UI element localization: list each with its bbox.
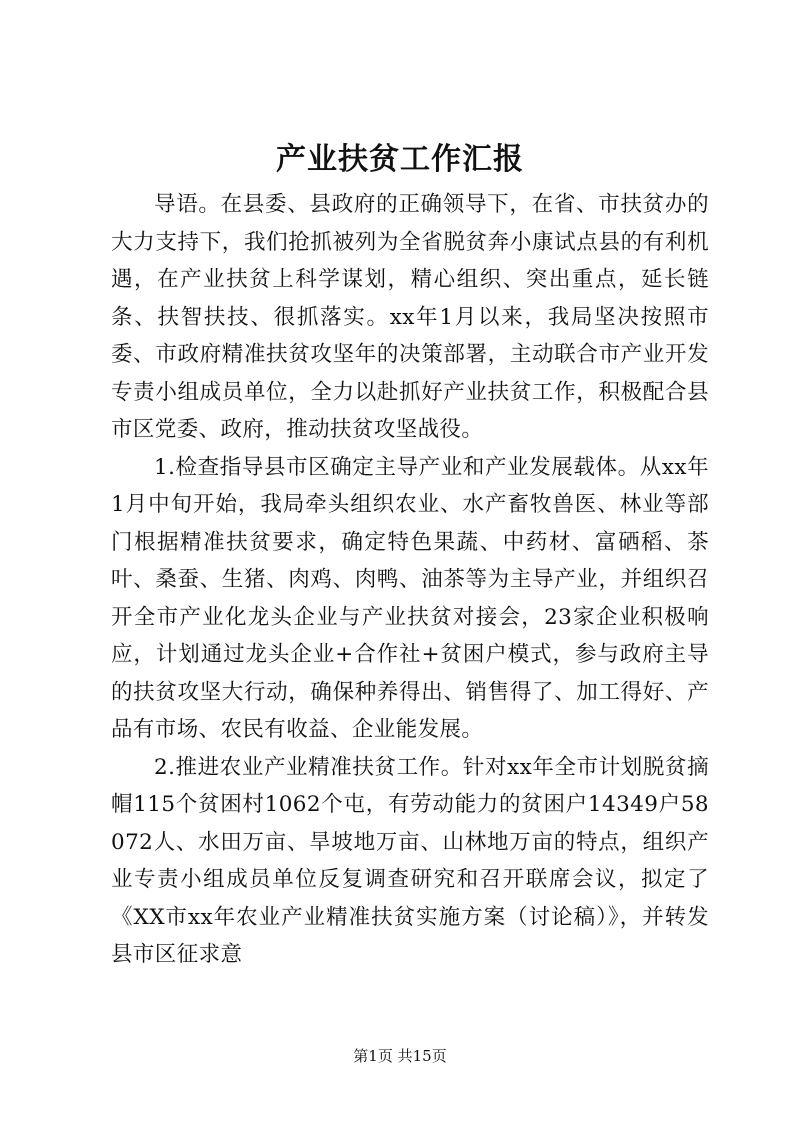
- paragraph-item-1: 1.检查指导县市区确定主导产业和产业发展载体。从xx年1月中旬开始，我局牵头组织农业、水产畜牧兽医、林业等部门根据精准扶贫要求，确定特色果蔬、中药材、富硒稻、茶叶、桑蚕、生猪、肉鸡、肉鸭、油茶等为主导产业，并组织召开全市产业化龙头企业与产业扶贫对接会，23家企业积极响应，计划通过龙头企业+合作社+贫困户模式，参与政府主导的扶贫攻坚大行动，确保种养得出、销售得了、加工得好、产品有市场、农民有收益、企业能发展。: [111, 454, 709, 742]
- document-body: [111, 186, 709, 974]
- page-number-footer: 第1页 共15页: [353, 1047, 447, 1065]
- document-title: 产业扶贫工作汇报: [276, 142, 524, 177]
- paragraph-item-2: 2.推进农业产业精准扶贫工作。针对xx年全市计划脱贫摘帽115个贫困村1062个屯，有劳动能力的贫困户14349户58072人、水田万亩、旱坡地万亩、山林地万亩的特点，组织产业专责小组成员单位反复调查研究和召开联席会议，拟定了《XX市xx年农业产业精准扶贫实施方案（讨论稿）》，并转发县市区征求意: [111, 754, 709, 967]
- paragraph-intro: 导语。在县委、县政府的正确领导下，在省、市扶贫办的大力支持下，我们抢抓被列为全省脱贫奔小康试点县的有利机遇，在产业扶贫上科学谋划，精心组织、突出重点，延长链条、扶智扶技、很抓落实。xx年1月以来，我局坚决按照市委、市政府精准扶贫攻坚年的决策部署，主动联合市产业开发专责小组成员单位，全力以赴抓好产业扶贫工作，积极配合县市区党委、政府，推动扶贫攻坚战役。: [111, 192, 709, 442]
